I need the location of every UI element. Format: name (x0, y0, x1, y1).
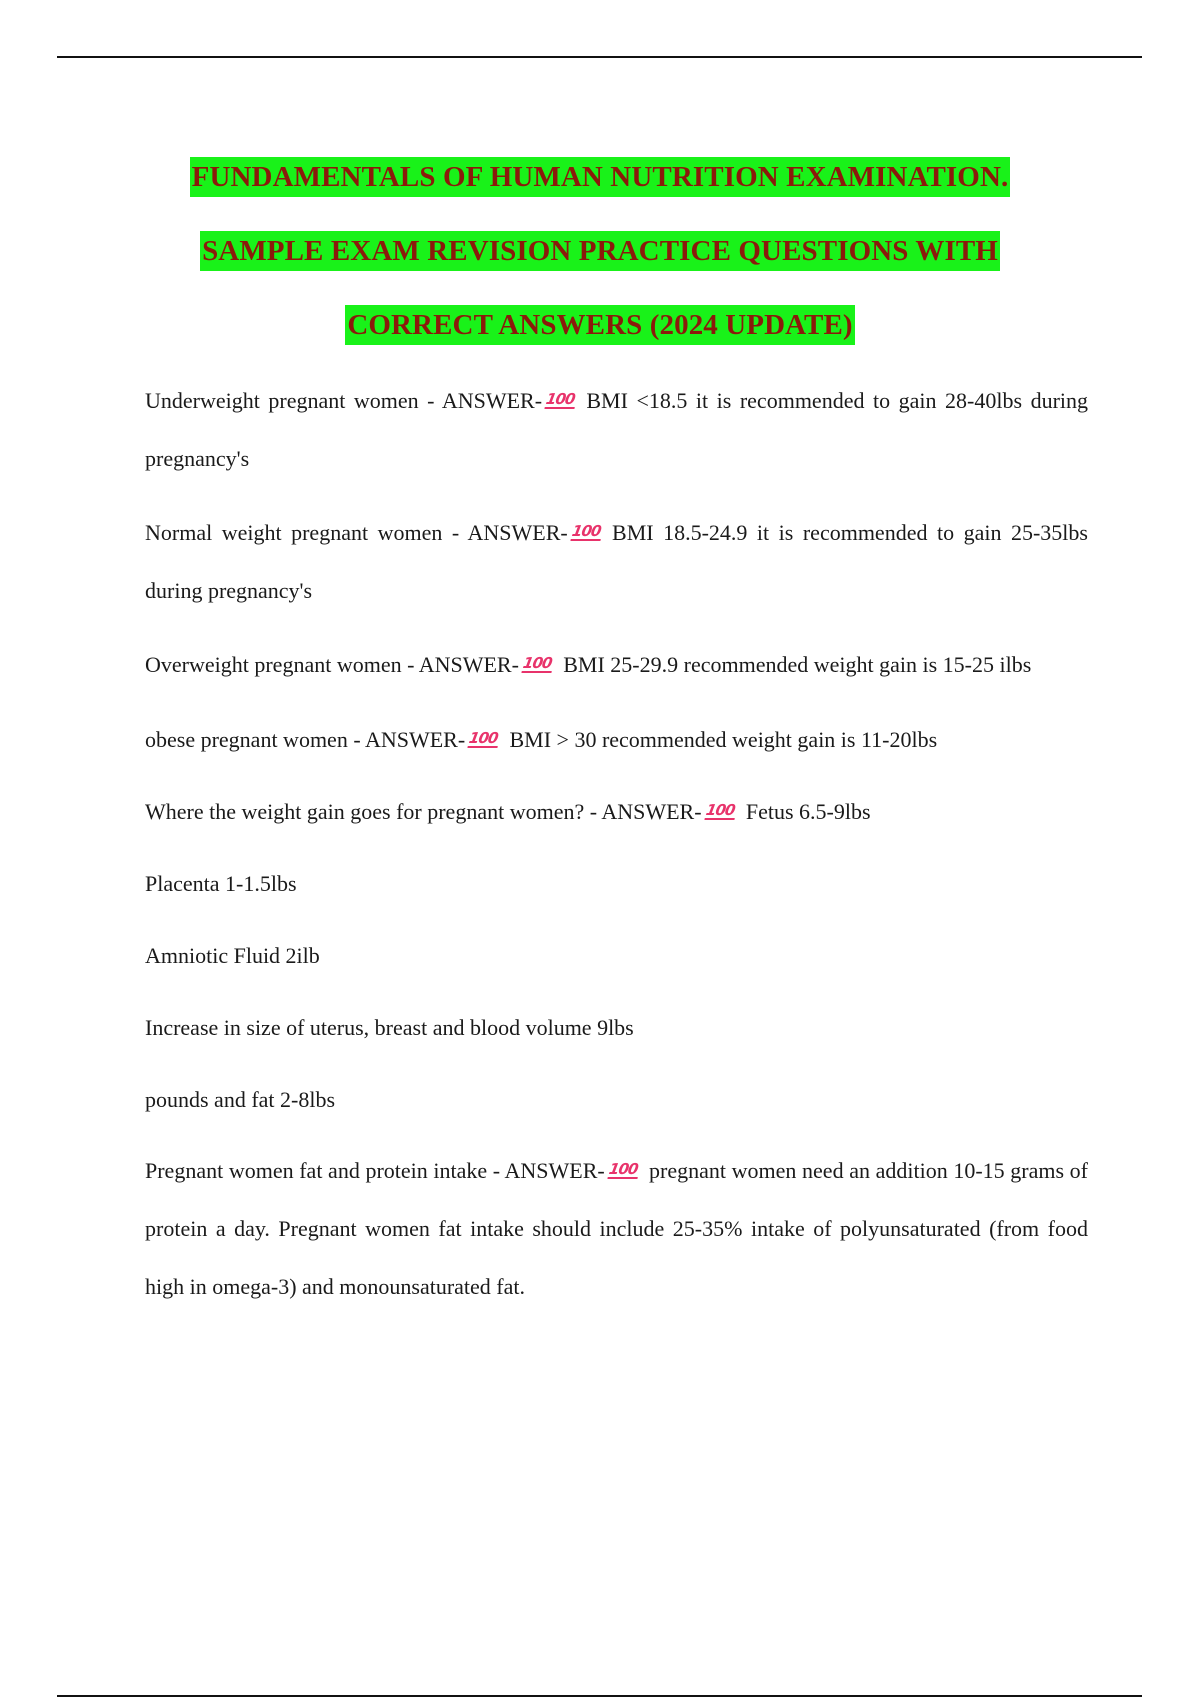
answer-label: ANSWER- (441, 388, 543, 413)
bottom-rule (57, 1695, 1142, 1697)
answer-text: pregnant women need an addition 10-15 grams of protein a day. Pregnant women fat intake should include 25-35% intake of polyunsaturated (from food high in omega-3) and monounsaturated fat. (145, 1158, 1088, 1299)
qa-item-normal-weight (145, 504, 1088, 620)
question-text: Pregnant women fat and protein intake - (145, 1158, 505, 1183)
qa-item-fat-protein (145, 1142, 1088, 1316)
qa-item-weight-distribution (145, 782, 1088, 842)
top-rule (57, 56, 1142, 58)
continuation-line-uterus: Increase in size of uterus, breast and blood volume 9lbs (145, 1015, 634, 1040)
answer-text: BMI 25-29.9 recommended weight gain is 15-25 ilbs (563, 652, 1032, 677)
question-text: Where the weight gain goes for pregnant women? - (145, 799, 602, 824)
qa-item-overweight (145, 636, 1088, 694)
answer-text: Fetus 6.5-9lbs (745, 799, 871, 824)
answer-label: ANSWER- (467, 520, 568, 545)
continuation-line-placenta: Placenta 1-1.5lbs (145, 871, 297, 896)
answer-label: ANSWER- (504, 1158, 605, 1183)
hundred-points-icon: 100 (607, 1160, 639, 1178)
qa-content (145, 372, 1088, 1316)
title-line-2: SAMPLE EXAM REVISION PRACTICE QUESTIONS WITH (0, 214, 1200, 288)
question-text: Overweight pregnant women - (145, 652, 419, 677)
answer-text: BMI <18.5 it is recommended to gain 28-40lbs during pregnancy's (145, 388, 1089, 471)
qa-item-obese (145, 710, 1088, 770)
question-text: obese pregnant women - (145, 727, 365, 752)
document-title (0, 140, 1200, 362)
hundred-points-icon: 100 (467, 729, 500, 747)
answer-text: BMI 18.5-24.9 it is recommended to gain 25-35lbs during pregnancy's (145, 520, 1088, 603)
question-text: Normal weight pregnant women - (145, 520, 468, 545)
answer-text: BMI > 30 recommended weight gain is 11-20lbs (509, 727, 938, 752)
title-line-3: CORRECT ANSWERS (2024 UPDATE) (0, 288, 1200, 362)
answer-label: ANSWER- (601, 799, 702, 824)
hundred-points-icon: 100 (570, 522, 602, 540)
hundred-points-icon: 100 (544, 390, 577, 408)
continuation-line-fat: pounds and fat 2-8lbs (145, 1087, 336, 1112)
qa-item-underweight (145, 372, 1088, 488)
answer-label: ANSWER- (418, 652, 519, 677)
question-text: Underweight pregnant women - (145, 388, 442, 413)
continuation-line-amniotic: Amniotic Fluid 2ilb (145, 943, 320, 968)
hundred-points-icon: 100 (704, 801, 736, 819)
hundred-points-icon: 100 (521, 654, 553, 672)
title-line-1: FUNDAMENTALS OF HUMAN NUTRITION EXAMINATION. (0, 140, 1200, 214)
answer-label: ANSWER- (364, 727, 466, 752)
